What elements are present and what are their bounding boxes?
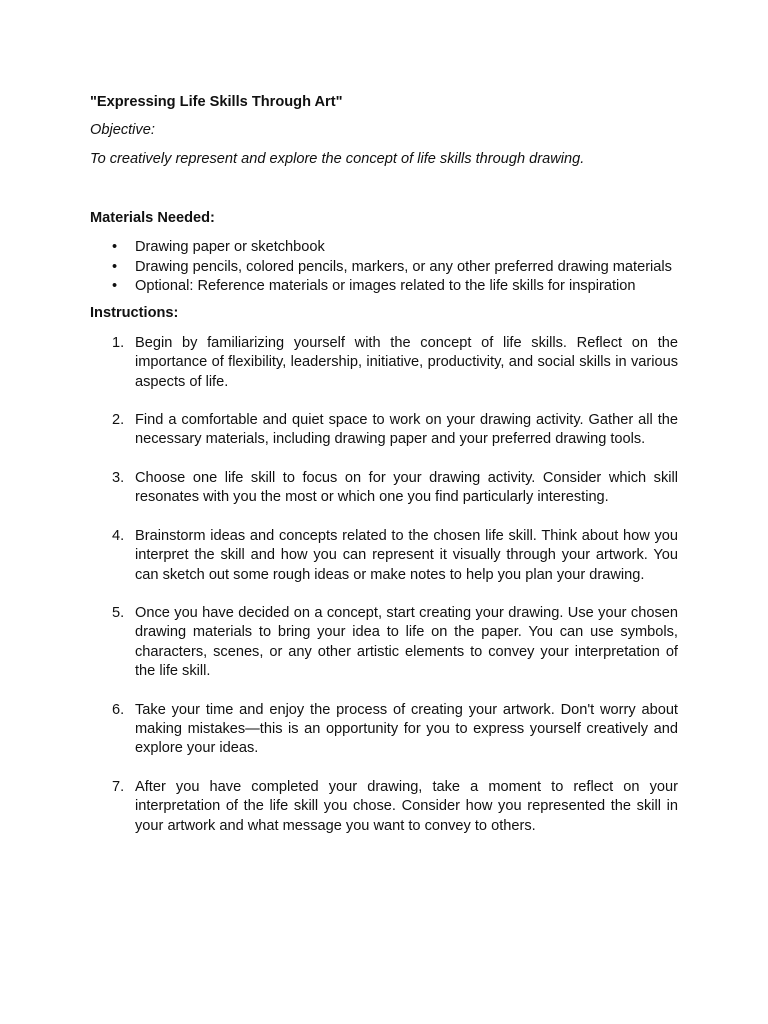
bullet-icon: • [112, 278, 118, 295]
step-number: 3. [112, 469, 125, 486]
bullet-icon: • [112, 258, 118, 275]
materials-heading: Materials Needed: [90, 209, 215, 226]
step-number: 1. [112, 334, 125, 351]
list-item [90, 527, 678, 585]
list-item [90, 334, 678, 392]
step-text: After you have completed your drawing, take a moment to reflect on your interpretation of the life skill you chose. Consider how you represented the skill in your artwork and what message you want to convey to others. [135, 778, 678, 834]
step-text: Choose one life skill to focus on for your drawing activity. Consider which skill resonates with you the most or which one you find particularly interesting. [135, 469, 678, 506]
step-text: Begin by familiarizing yourself with the concept of life skills. Reflect on the importance of flexibility, leadership, initiative, productivity, and social skills in various aspects of life. [135, 334, 678, 390]
objective-label: Objective: [90, 122, 155, 138]
step-text: Take your time and enjoy the process of creating your artwork. Don't worry about making mistakes—this is an opportunity for you to express yourself creatively and explore your ideas. [135, 701, 678, 757]
list-item [90, 277, 678, 296]
step-number: 2. [112, 412, 125, 429]
list-item [90, 258, 678, 277]
materials-list [90, 238, 678, 296]
list-item [90, 238, 678, 257]
bullet-icon: • [112, 239, 118, 256]
material-text: Drawing paper or sketchbook [135, 239, 325, 256]
list-item [90, 778, 678, 836]
step-number: 5. [112, 604, 125, 621]
material-text: Optional: Reference materials or images related to the life skills for inspiration [135, 278, 636, 295]
step-text: Once you have decided on a concept, start creating your drawing. Use your chosen drawing materials to bring your idea to life on the paper. You can use symbols, characters, scenes, or any other artistic elements to convey your interpretation of the life skill. [135, 604, 678, 680]
step-number: 6. [112, 701, 125, 718]
step-number: 7. [112, 778, 125, 795]
instructions-list [90, 334, 678, 836]
step-number: 4. [112, 527, 125, 544]
step-text: Find a comfortable and quiet space to work on your drawing activity. Gather all the necessary materials, including drawing paper and your preferred drawing tools. [135, 412, 678, 448]
document-page [90, 93, 678, 855]
instructions-heading: Instructions: [90, 305, 179, 322]
document-title: "Expressing Life Skills Through Art" [90, 94, 343, 110]
step-text: Brainstorm ideas and concepts related to the chosen life skill. Think about how you interpret the skill and how you can represent it visually through your artwork. You can sketch out some rough ideas or make notes to help you plan your drawing. [135, 527, 678, 583]
material-text: Drawing pencils, colored pencils, markers, or any other preferred drawing materials [135, 258, 672, 275]
list-item [90, 604, 678, 682]
objective-text: To creatively represent and explore the concept of life skills through drawing. [90, 151, 585, 168]
list-item [90, 701, 678, 759]
list-item [90, 411, 678, 450]
list-item [90, 469, 678, 508]
